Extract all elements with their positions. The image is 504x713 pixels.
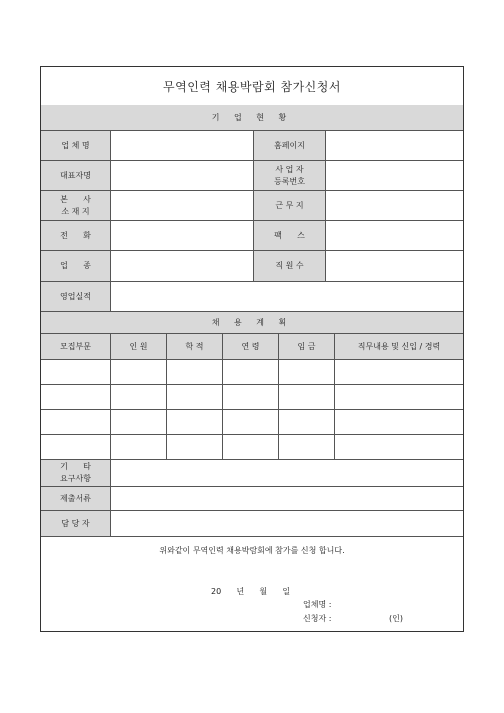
business-number-field[interactable] xyxy=(326,161,463,190)
homepage-label: 홈페이지 xyxy=(254,131,326,160)
employee-count-field[interactable] xyxy=(326,251,463,281)
company-sign-label: 업체명 : xyxy=(303,600,332,609)
seal-mark: (인) xyxy=(389,614,403,623)
representative-field[interactable] xyxy=(111,161,254,190)
application-form xyxy=(40,66,464,632)
hiring-cell[interactable] xyxy=(41,360,111,384)
sales-field[interactable] xyxy=(111,282,463,311)
hiring-cell[interactable] xyxy=(167,360,223,384)
company-section-header: 기 업 현 황 xyxy=(41,105,463,131)
col-headcount: 인 원 xyxy=(111,334,167,359)
workplace-label: 근 무 지 xyxy=(254,191,326,220)
other-requirements-field[interactable] xyxy=(111,460,463,486)
head-office-row xyxy=(41,191,463,221)
head-office-field[interactable] xyxy=(111,191,254,220)
hiring-row xyxy=(41,435,463,460)
hiring-row xyxy=(41,385,463,410)
sales-row xyxy=(41,282,463,312)
hiring-cell[interactable] xyxy=(167,435,223,459)
other-requirements-label-line2: 요구사항 xyxy=(60,474,91,483)
phone-field[interactable] xyxy=(111,221,254,250)
representative-label: 대표자명 xyxy=(41,161,111,190)
hiring-cell[interactable] xyxy=(279,410,335,434)
hiring-cell[interactable] xyxy=(223,435,279,459)
workplace-field[interactable] xyxy=(326,191,463,220)
phone-row xyxy=(41,221,463,251)
hiring-cell[interactable] xyxy=(223,385,279,409)
industry-field[interactable] xyxy=(111,251,254,281)
col-duties: 직무내용 및 신입 / 경력 xyxy=(357,341,441,351)
hiring-section-header: 채 용 계 획 xyxy=(41,312,463,334)
documents-row xyxy=(41,487,463,511)
contact-field[interactable] xyxy=(111,511,463,536)
hiring-cell[interactable] xyxy=(335,410,463,434)
company-name-label: 업 체 명 xyxy=(41,131,111,160)
col-education: 학 적 xyxy=(167,334,223,359)
hiring-row xyxy=(41,360,463,385)
hiring-cell[interactable] xyxy=(279,385,335,409)
contact-label: 담 당 자 xyxy=(41,511,111,536)
col-age: 연 령 xyxy=(223,334,279,359)
applicant-sign-label: 신청자 : xyxy=(303,614,332,623)
form-title: 무역인력 채용박람회 참가신청서 xyxy=(41,67,463,106)
declaration-text: 위와같이 무역인력 채용박람회에 참가를 신청 합니다. xyxy=(159,546,345,555)
hiring-cell[interactable] xyxy=(279,360,335,384)
documents-label: 제출서류 xyxy=(41,487,111,510)
col-salary: 임 금 xyxy=(279,334,335,359)
hiring-cell[interactable] xyxy=(223,410,279,434)
head-office-label-line2: 소 재 지 xyxy=(61,206,90,216)
hiring-cell[interactable] xyxy=(41,435,111,459)
fax-label: 팩 스 xyxy=(254,221,326,250)
head-office-label-line1: 본 사 xyxy=(60,194,91,204)
business-number-label-line1: 사 업 자 xyxy=(275,164,304,174)
business-number-label xyxy=(254,161,326,190)
industry-row xyxy=(41,251,463,282)
hiring-header-row xyxy=(41,334,463,360)
hiring-cell[interactable] xyxy=(167,385,223,409)
head-office-label xyxy=(41,191,111,220)
hiring-cell[interactable] xyxy=(223,360,279,384)
company-name-field[interactable] xyxy=(111,131,254,160)
hiring-cell[interactable] xyxy=(279,435,335,459)
fax-field[interactable] xyxy=(326,221,463,250)
company-name-row xyxy=(41,131,463,161)
hiring-cell[interactable] xyxy=(335,435,463,459)
representative-row xyxy=(41,161,463,191)
other-requirements-label xyxy=(41,460,111,486)
col-recruit-field: 모집부문 xyxy=(41,334,111,359)
hiring-cell[interactable] xyxy=(111,410,167,434)
hiring-cell[interactable] xyxy=(111,385,167,409)
contact-row xyxy=(41,511,463,537)
hiring-cell[interactable] xyxy=(111,435,167,459)
hiring-row xyxy=(41,410,463,435)
hiring-cell[interactable] xyxy=(41,410,111,434)
industry-label: 업 종 xyxy=(41,251,111,281)
hiring-cell[interactable] xyxy=(111,360,167,384)
phone-label: 전 화 xyxy=(41,221,111,250)
employee-count-label: 직 원 수 xyxy=(254,251,326,281)
homepage-field[interactable] xyxy=(326,131,463,160)
documents-field[interactable] xyxy=(111,487,463,510)
other-requirements-row xyxy=(41,460,463,487)
business-number-label-line2: 등록번호 xyxy=(274,176,305,186)
sales-label: 영업실적 xyxy=(41,282,111,311)
hiring-cell[interactable] xyxy=(335,360,463,384)
hiring-cell[interactable] xyxy=(167,410,223,434)
hiring-cell[interactable] xyxy=(335,385,463,409)
other-requirements-label-line1: 기 타 xyxy=(60,462,91,471)
hiring-cell[interactable] xyxy=(41,385,111,409)
date-line: 20 년 월 일 xyxy=(211,587,291,596)
